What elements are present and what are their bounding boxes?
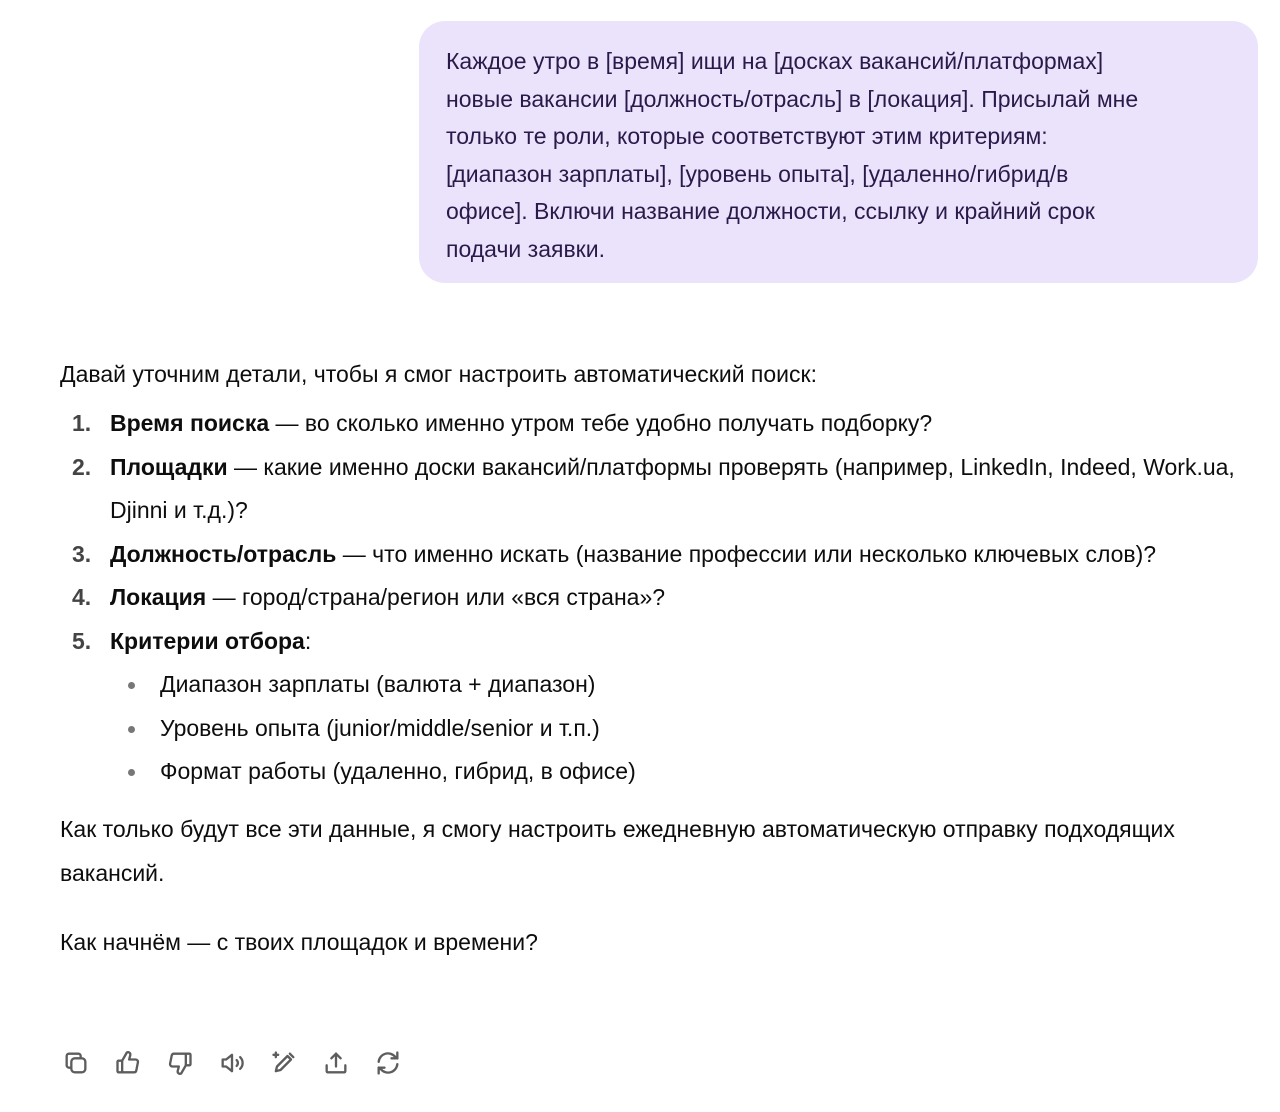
criteria-item <box>110 663 1265 707</box>
step-title: Локация <box>110 584 207 610</box>
copy-button[interactable] <box>60 1045 112 1081</box>
step-title: Время поиска <box>110 410 270 436</box>
step-title: Площадки <box>110 453 228 480</box>
user-message-bubble <box>419 21 1258 283</box>
criteria-text: Уровень опыта (junior/middle/senior и т.п.) <box>160 714 600 741</box>
thumbs-up-icon <box>114 1049 142 1077</box>
edit-in-canvas-button[interactable] <box>268 1045 320 1081</box>
step-text: — какие именно доски вакансий/платформы проверять (например, LinkedIn, Indeed, Work.ua, Djinni и т.д.)? <box>110 453 1235 523</box>
copy-icon <box>62 1049 90 1077</box>
thumbs-down-icon <box>166 1049 194 1077</box>
share-icon <box>322 1049 350 1077</box>
criteria-item <box>110 707 1265 751</box>
step-text: — что именно искать (название профессии или несколько ключевых слов)? <box>336 540 1157 567</box>
step-item <box>60 446 1265 533</box>
read-aloud-icon <box>218 1049 246 1077</box>
step-text: : <box>304 627 312 654</box>
bullet-icon <box>128 769 135 776</box>
bullet-icon <box>128 682 135 689</box>
read-aloud-button[interactable] <box>216 1045 268 1081</box>
steps-list <box>60 402 1265 794</box>
step-item <box>60 620 1265 794</box>
step-title: Должность/отрасль <box>110 540 337 567</box>
regenerate-icon <box>374 1049 402 1077</box>
step-title: Критерии отбора <box>110 627 305 654</box>
bad-response-button[interactable] <box>164 1045 216 1081</box>
step-number: 4. <box>72 584 92 610</box>
assistant-closing: Как начнём — с твоих площадок и времени? <box>60 928 538 955</box>
regenerate-button[interactable] <box>372 1045 424 1081</box>
edit-in-canvas-icon <box>270 1049 298 1077</box>
message-actions-toolbar <box>60 1045 424 1081</box>
assistant-intro: Давай уточним детали, чтобы я смог настроить автоматический поиск: <box>60 361 817 387</box>
step-number: 5. <box>72 627 92 654</box>
step-text: — во сколько именно утром тебе удобно получать подборку? <box>269 410 933 436</box>
step-number: 2. <box>72 453 92 480</box>
user-message-text: Каждое утро в [время] ищи на [досках вакансий/платформах] новые вакансии [должность/отрасль] в [локация]. Присылай мне только те роли, которые соответствуют этим критериям: [диапазон зарплаты], [уровень опыта], [удаленно/гибрид/в офисе]. Включи название должности, ссылку и крайний срок подачи заявки. <box>446 48 1139 262</box>
assistant-outro: Как только будут все эти данные, я смогу настроить ежедневную автоматическую отправку подходящих вакансий. <box>60 815 1175 886</box>
step-number: 3. <box>72 540 92 567</box>
good-response-button[interactable] <box>112 1045 164 1081</box>
step-item <box>60 533 1265 577</box>
assistant-message <box>60 352 1265 964</box>
step-text: — город/страна/регион или «вся страна»? <box>206 584 666 610</box>
step-item <box>60 402 1265 446</box>
criteria-text: Диапазон зарплаты (валюта + диапазон) <box>160 671 596 697</box>
criteria-item <box>110 750 1265 794</box>
step-number: 1. <box>72 410 92 436</box>
criteria-text: Формат работы (удаленно, гибрид, в офисе) <box>160 758 636 784</box>
share-button[interactable] <box>320 1045 372 1081</box>
bullet-icon <box>128 726 135 733</box>
criteria-list <box>110 663 1265 794</box>
step-item <box>60 576 1265 620</box>
